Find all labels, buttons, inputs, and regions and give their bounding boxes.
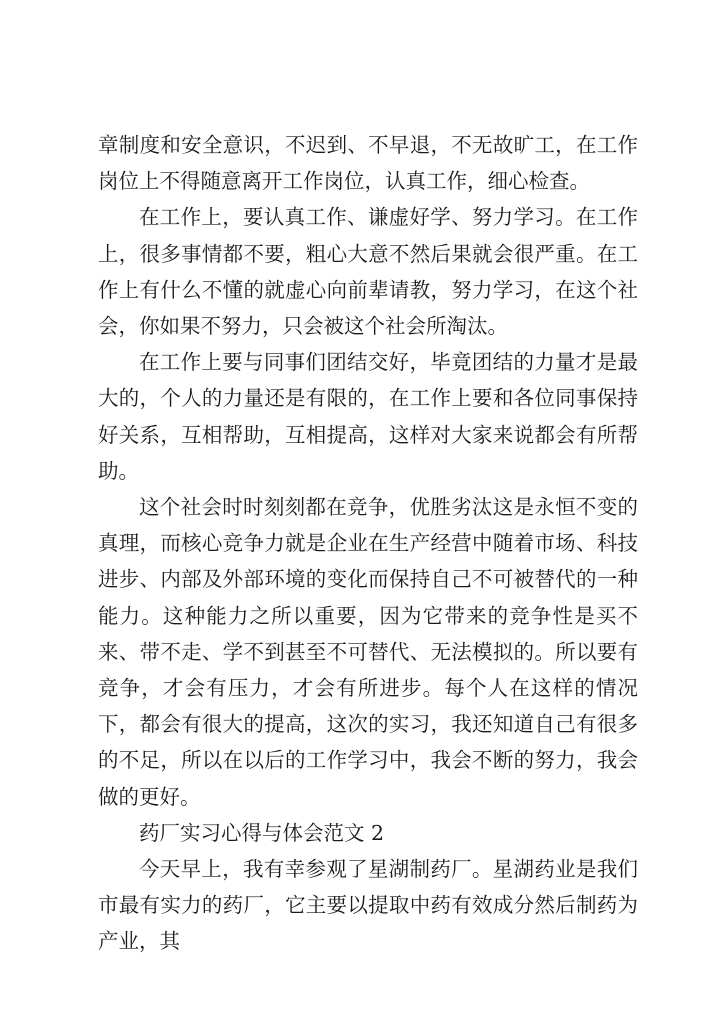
paragraph-teamwork: 在工作上要与同事们团结交好，毕竟团结的力量才是最大的，个人的力量还是有限的，在工作上要和各位同事保持好关系，互相帮助，互相提高，这样对大家来说都会有所帮助。 <box>98 350 638 483</box>
section-heading: 药厂实习心得与体会范文 2 <box>139 820 385 845</box>
paragraph-continuation: 章制度和安全意识，不迟到、不早退，不无故旷工，在工作岗位上不得随意离开工作岗位，认真工作，细心检查。 <box>98 133 638 194</box>
document-body <box>98 127 638 960</box>
paragraph-factory-visit: 今天早上，我有幸参观了星湖制药厂。星湖药业是我们市最有实力的药厂，它主要以提取中药有效成分然后制药为产业，其 <box>98 857 638 954</box>
paragraph-competition: 这个社会时时刻刻都在竞争，优胜劣汰这是永恒不变的真理，而核心竞争力就是企业在生产经营中随着市场、科技进步、内部及外部环境的变化而保持自己不可被替代的一种能力。这种能力之所以重要，因为它带来的竞争性是买不来、带不走、学不到甚至不可替代、无法模拟的。所以要有竞争，才会有压力，才会有所进步。每个人在这样的情况下，都会有很大的提高，这次的实习，我还知道自己有很多的不足，所以在以后的工作学习中，我会不断的努力，我会做的更好。 <box>98 495 638 809</box>
paragraph-work-attitude: 在工作上，要认真工作、谦虚好学、努力学习。在工作上，很多事情都不要，粗心大意不然后果就会很严重。在工作上有什么不懂的就虚心向前辈请教，努力学习，在这个社会，你如果不努力，只会被这个社会所淘汰。 <box>98 205 638 339</box>
